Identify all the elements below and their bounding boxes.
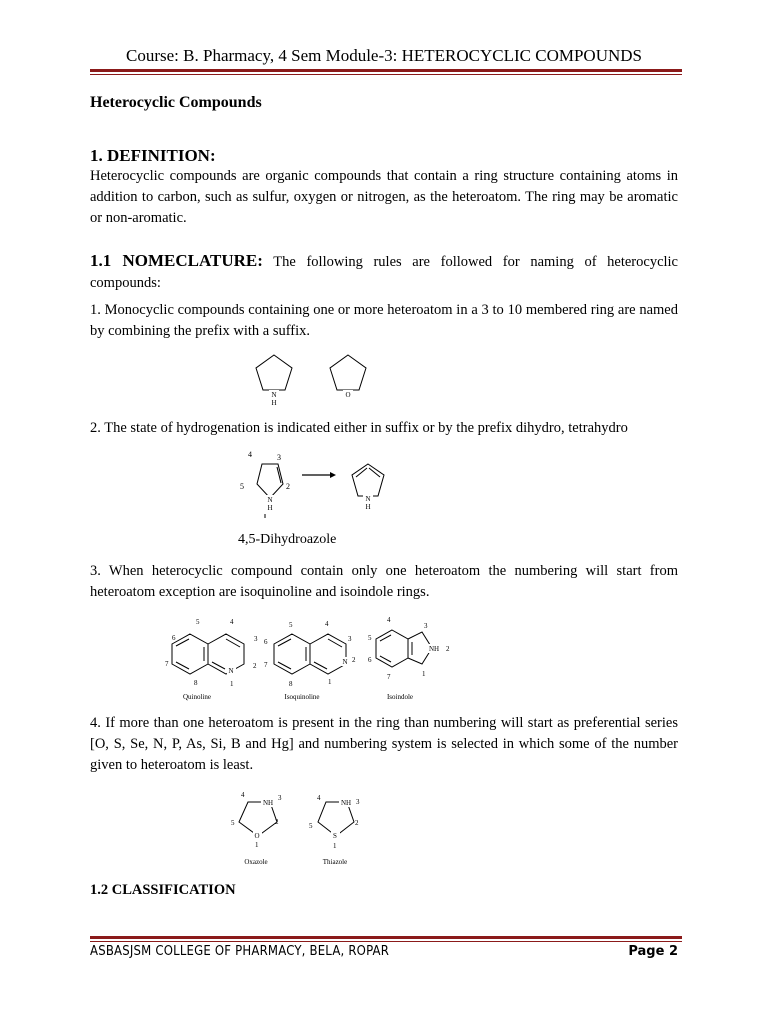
svg-text:O: O	[254, 832, 260, 840]
dihydroazole-ring	[257, 464, 283, 498]
svg-text:3: 3	[254, 635, 258, 643]
svg-text:8: 8	[194, 679, 198, 687]
svg-text:1: 1	[230, 680, 234, 688]
svg-text:3: 3	[348, 635, 352, 643]
oxazole-structure	[231, 791, 282, 866]
svg-text:1: 1	[328, 678, 332, 686]
svg-text:5: 5	[309, 822, 313, 830]
dihydroazole-caption: 4,5-Dihydroazole	[238, 532, 337, 547]
dihydroazole-n-label: N	[267, 496, 273, 504]
rule-2-text: 2. The state of hydrogenation is indicated either in suffix or by the prefix dihydro, tetrahydro	[90, 420, 628, 436]
isoindole-caption: Isoindole	[386, 693, 414, 701]
nomenclature-heading: 1.1 NOMECLATURE:	[90, 251, 263, 270]
rule1-structures	[250, 352, 380, 410]
rule3-structures	[160, 612, 490, 704]
rule-1-text: 1. Monocyclic compounds containing one or more heteroatom in a 3 to 10 membered ring are named by combining the prefix with a suffix.	[90, 302, 678, 339]
svg-text:4: 4	[317, 794, 321, 802]
dihydroazole-num-4: 4	[248, 450, 252, 459]
svg-text:3: 3	[356, 798, 360, 806]
svg-text:5: 5	[231, 819, 235, 827]
svg-text:4: 4	[325, 620, 329, 628]
rule-3-text: 3. When heterocyclic compound contain only one heteroatom the numbering will start from heteroatom exception are isoquinoline and isoindole rings.	[90, 563, 678, 600]
svg-text:2: 2	[253, 662, 257, 670]
quinoline-caption: Quinoline	[183, 693, 211, 701]
definition-heading: 1. DEFINITION:	[90, 146, 216, 165]
svg-text:5: 5	[368, 634, 372, 642]
svg-text:1: 1	[255, 841, 259, 849]
svg-text:2: 2	[275, 818, 279, 826]
pyrrolidine-ring	[256, 355, 292, 390]
svg-text:3: 3	[424, 622, 428, 630]
definition-text: Heterocyclic compounds are organic compounds that contain a ring structure containing atoms in addition to carbon, such as sulfur, oxygen or nitrogen, as the heteroatom. The ring may be aromatic or non-aromatic.	[90, 168, 678, 226]
svg-text:NH: NH	[428, 645, 440, 653]
rule2-structures	[230, 448, 400, 520]
thf-o-label: O	[345, 391, 351, 399]
classification-heading: 1.2 CLASSIFICATION	[90, 882, 236, 898]
svg-text:4: 4	[241, 791, 245, 799]
svg-text:1: 1	[422, 670, 426, 678]
pyrrole-n-label: N	[365, 495, 371, 503]
isoquinoline-structure	[264, 620, 356, 701]
svg-text:4: 4	[230, 618, 234, 626]
svg-text:N: N	[228, 667, 234, 675]
svg-text:7: 7	[387, 673, 391, 681]
svg-text:3: 3	[278, 794, 282, 802]
nomenclature-paragraph	[90, 250, 678, 294]
section-title: Heterocyclic Compounds	[90, 94, 262, 111]
dihydroazole-h-label: H	[267, 504, 273, 512]
pyrrolidine-h-label: H	[271, 399, 277, 407]
svg-text:1: 1	[333, 842, 337, 850]
header-rule-thin	[90, 74, 682, 75]
nomenclature-intro: The following rules are followed for naming of heterocyclic compounds:	[90, 254, 678, 291]
footer-college-name: ASBASJSM COLLEGE OF PHARMACY, BELA, ROPAR	[90, 944, 390, 959]
svg-text:6: 6	[368, 656, 372, 664]
footer-rule-thin	[90, 941, 682, 942]
rule-4-text: 4. If more than one heteroatom is present in the ring than numbering will start as preferential series [O, S, Se, N, P, As, Si, B and Hg] and numbering system is selected in which some of the number given to heteroatom is least.	[90, 715, 678, 773]
thiazole-structure	[309, 794, 360, 866]
svg-text:6: 6	[172, 634, 176, 642]
svg-text:5: 5	[289, 621, 293, 629]
pyrrole-h-label: H	[365, 503, 371, 511]
page-header-title: Course: B. Pharmacy, 4 Sem Module-3: HETEROCYCLIC COMPOUNDS	[126, 46, 642, 65]
svg-text:NH: NH	[340, 799, 352, 807]
dihydroazole-num-2: 2	[286, 482, 290, 491]
tetrahydrofuran-ring	[330, 355, 366, 390]
pyrrolidine-n-label: N	[271, 391, 277, 399]
svg-text:4: 4	[387, 616, 391, 624]
footer-page-number: Page 2	[628, 944, 678, 959]
svg-text:7: 7	[165, 660, 169, 668]
svg-text:7: 7	[264, 661, 268, 669]
svg-text:8: 8	[289, 680, 293, 688]
isoquinoline-caption: Isoquinoline	[284, 693, 320, 701]
svg-text:2: 2	[446, 645, 450, 653]
pyrrole-ring	[352, 464, 384, 496]
isoindole-structure	[368, 616, 450, 701]
oxazole-caption: Oxazole	[244, 858, 268, 866]
rule4-structures	[225, 786, 375, 870]
footer-rule-thick	[90, 936, 682, 939]
svg-text:S: S	[333, 832, 337, 840]
svg-text:2: 2	[355, 819, 359, 827]
svg-text:6: 6	[264, 638, 268, 646]
thiazole-caption: Thiazole	[322, 858, 348, 866]
svg-text:NH: NH	[262, 799, 274, 807]
svg-text:2: 2	[352, 656, 356, 664]
dihydroazole-num-5: 5	[240, 482, 244, 491]
dihydroazole-num-3: 3	[277, 453, 281, 462]
header-rule-thick	[90, 69, 682, 72]
quinoline-structure	[165, 618, 258, 701]
svg-text:N: N	[342, 658, 348, 666]
svg-text:5: 5	[196, 618, 200, 626]
